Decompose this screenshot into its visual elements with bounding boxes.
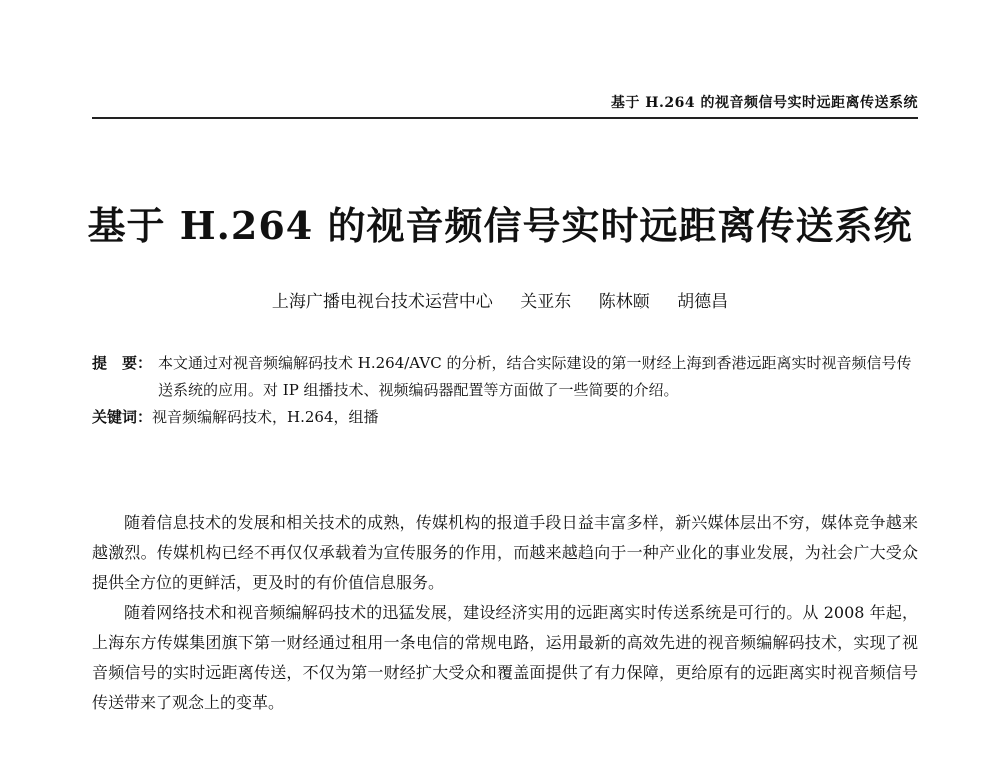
header-rule (92, 117, 918, 119)
keywords-text: 视音频编解码技术，H.264，组播 (152, 408, 379, 426)
keywords-label: 关键词： (92, 408, 153, 426)
running-header: 基于 H.264 的视音频信号实时远距离传送系统 (610, 95, 918, 111)
affiliation: 上海广播电视台技术运营中心 (271, 292, 493, 312)
abstract (92, 350, 918, 404)
abstract-block (92, 350, 918, 431)
author-name: 胡德昌 (677, 292, 729, 312)
body-paragraph: 随着信息技术的发展和相关技术的成熟，传媒机构的报道手段日益丰富多样，新兴媒体层出不穷，媒体竞争越来越激烈。传媒机构已经不再仅仅承载着为宣传服务的作用，而越来越趋向于一种产业化的事业发展，为社会广大受众提供全方位的更鲜活，更及时的有价值信息服务。 (92, 513, 918, 592)
author-name: 关亚东 (520, 292, 572, 312)
body-text (92, 508, 918, 718)
body-paragraph: 随着网络技术和视音频编解码技术的迅猛发展，建设经济实用的远距离实时传送系统是可行的。从 2008 年起，上海东方传媒集团旗下第一财经通过租用一条电信的常规电路，运用最新的高效先进的视音频编解码技术，实现了视音频信号的实时远距离传送，不仅为第一财经扩大受众和覆盖面提供了有力保障，更给原有的远距离实时视音频信号传送带来了观念上的变革。 (92, 603, 918, 712)
abstract-label: 提 要： (92, 354, 153, 372)
abstract-text: 本文通过对视音频编解码技术 H.264/AVC 的分析，结合实际建设的第一财经上海到香港远距离实时视音频信号传送系统的应用。对 IP 组播技术、视频编码器配置等方面做了一些简要的介绍。 (158, 354, 912, 399)
author-name: 陈林颐 (598, 292, 650, 312)
keywords (92, 404, 918, 431)
paper-title: 基于 H.264 的视音频信号实时远距离传送系统 (87, 203, 913, 248)
author-line (0, 287, 1000, 312)
